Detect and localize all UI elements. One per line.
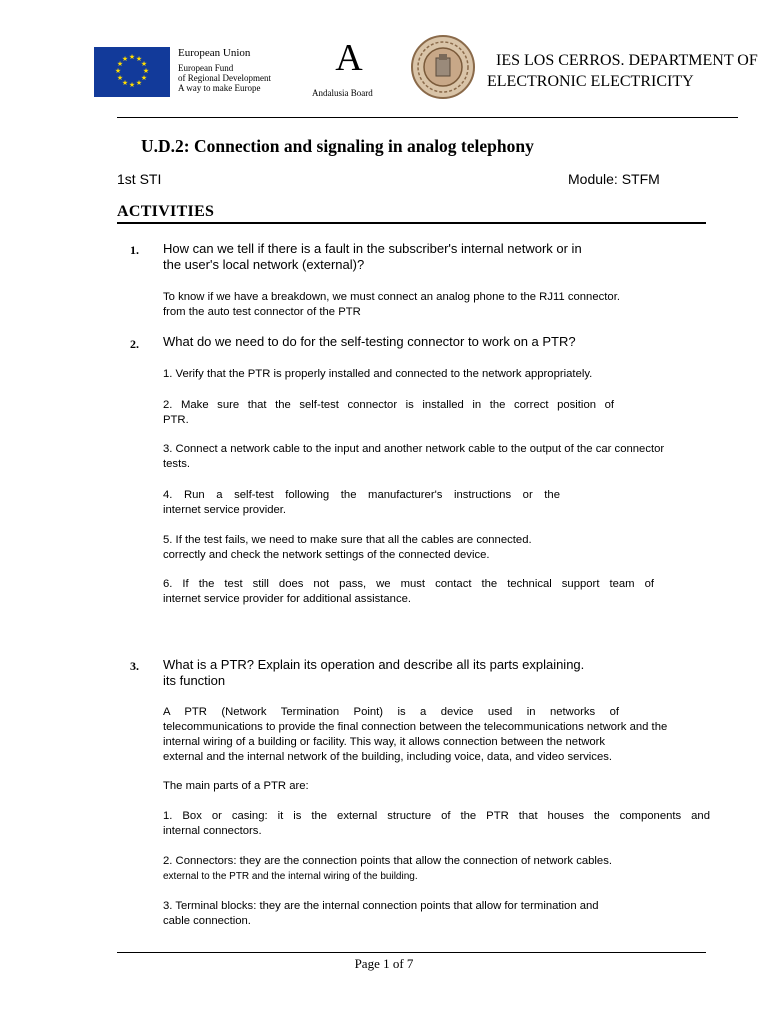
- step-line: 6. If the test still does not pass, we must contact the technical support team of: [163, 578, 654, 590]
- part-3: [163, 899, 723, 929]
- question-line: What is a PTR? Explain its operation and describe all its parts explaining.: [163, 657, 585, 672]
- step-line: PTR.: [163, 414, 189, 426]
- question-number: 3.: [130, 659, 139, 673]
- step-4: [163, 488, 560, 518]
- eu-title: European Union: [178, 47, 251, 59]
- step-line: correctly and check the network settings of the connected device.: [163, 549, 490, 561]
- step-2: [163, 398, 614, 428]
- eu-caption: [178, 48, 271, 93]
- svg-text:★: ★: [135, 79, 143, 87]
- svg-text:★: ★: [116, 60, 124, 68]
- question-line: the user's local network (external)?: [163, 257, 365, 272]
- step-5: [163, 533, 723, 563]
- question-line: its function: [163, 673, 226, 688]
- step-line: 2. Make sure that the self-test connector is installed in the correct position of: [163, 399, 614, 411]
- svg-text:★: ★: [121, 79, 129, 87]
- school-name-line1: IES LOS CERROS. DEPARTMENT OF: [496, 52, 758, 69]
- answer-line: telecommunications to provide the final connection between the telecommunications network and the: [163, 721, 668, 733]
- andalusia-label: Andalusia Board: [312, 88, 373, 98]
- step-1: 1. Verify that the PTR is properly installed and connected to the network appropriately.: [163, 368, 593, 380]
- question-number: 2.: [130, 337, 139, 351]
- step-line: tests.: [163, 458, 190, 470]
- seal-icon: [410, 34, 476, 100]
- answer-line: external and the internal network of the building, including voice, data, and video services.: [163, 751, 613, 763]
- svg-text:★: ★: [128, 53, 136, 61]
- school-seal-logo: [410, 34, 476, 100]
- eu-stars-icon: [94, 47, 170, 97]
- answer-line: To know if we have a breakdown, we must connect an analog phone to the RJ11 connector.: [163, 291, 620, 303]
- question-number: 1.: [130, 243, 139, 257]
- part-1: [163, 809, 710, 839]
- answer-paragraph: [163, 705, 731, 765]
- svg-text:★: ★: [140, 60, 148, 68]
- eu-line: European Fund: [178, 63, 234, 73]
- eu-flag-logo: [94, 47, 170, 97]
- svg-text:★: ★: [121, 55, 129, 63]
- step-3: [163, 442, 723, 472]
- part-line: external to the PTR and the internal wiring of the building.: [163, 871, 418, 882]
- andalusia-logo: [304, 38, 402, 102]
- step-line: internet service provider.: [163, 504, 287, 516]
- answer-line: A PTR (Network Termination Point) is a device used in networks of: [163, 706, 619, 718]
- answer-line: from the auto test connector of the PTR: [163, 306, 361, 318]
- question-text: [163, 241, 633, 273]
- parts-intro: The main parts of a PTR are:: [163, 780, 309, 792]
- question-text: What do we need to do for the self-testing connector to work on a PTR?: [163, 334, 576, 349]
- svg-text:★: ★: [135, 55, 143, 63]
- document-title: U.D.2: Connection and signaling in analog telephony: [141, 136, 534, 156]
- svg-text:★: ★: [114, 67, 122, 75]
- question-line: How can we tell if there is a fault in the subscriber's internal network or in: [163, 241, 582, 256]
- svg-text:★: ★: [142, 67, 150, 75]
- eu-line: of Regional Development: [178, 73, 271, 83]
- page-number: Page 1 of 7: [354, 956, 414, 971]
- question-text: [163, 657, 663, 689]
- svg-text:★: ★: [140, 74, 148, 82]
- step-6: [163, 577, 654, 607]
- step-line: 3. Connect a network cable to the input and another network cable to the output of the car connector: [163, 443, 665, 455]
- course-label: 1st STI: [117, 171, 162, 187]
- part-line: 2. Connectors: they are the connection points that allow the connection of network cables.: [163, 855, 613, 867]
- answer-text: [163, 290, 723, 320]
- step-line: 4. Run a self-test following the manufacturer's instructions or the: [163, 489, 560, 501]
- andalusia-letter: A: [335, 37, 363, 79]
- part-line: internal connectors.: [163, 825, 262, 837]
- part-line: 3. Terminal blocks: they are the internal connection points that allow for termination and: [163, 900, 599, 912]
- header-divider: [117, 117, 738, 118]
- svg-text:★: ★: [116, 74, 124, 82]
- section-heading: ACTIVITIES: [117, 203, 215, 220]
- part-2: [163, 854, 723, 884]
- school-name-line2: ELECTRONIC ELECTRICITY: [487, 73, 694, 90]
- svg-text:★: ★: [128, 81, 136, 89]
- module-label: Module: STFM: [568, 171, 660, 187]
- part-line: 1. Box or casing: it is the external structure of the PTR that houses the components and: [163, 810, 710, 822]
- part-line: cable connection.: [163, 915, 251, 927]
- footer-divider: [117, 952, 706, 953]
- answer-line: internal wiring of a building or facility. This way, it allows connection between the network: [163, 736, 606, 748]
- eu-line: A way to make Europe: [178, 83, 261, 93]
- section-divider: [117, 222, 706, 224]
- step-line: 5. If the test fails, we need to make sure that all the cables are connected.: [163, 534, 532, 546]
- step-line: internet service provider for additional assistance.: [163, 593, 412, 605]
